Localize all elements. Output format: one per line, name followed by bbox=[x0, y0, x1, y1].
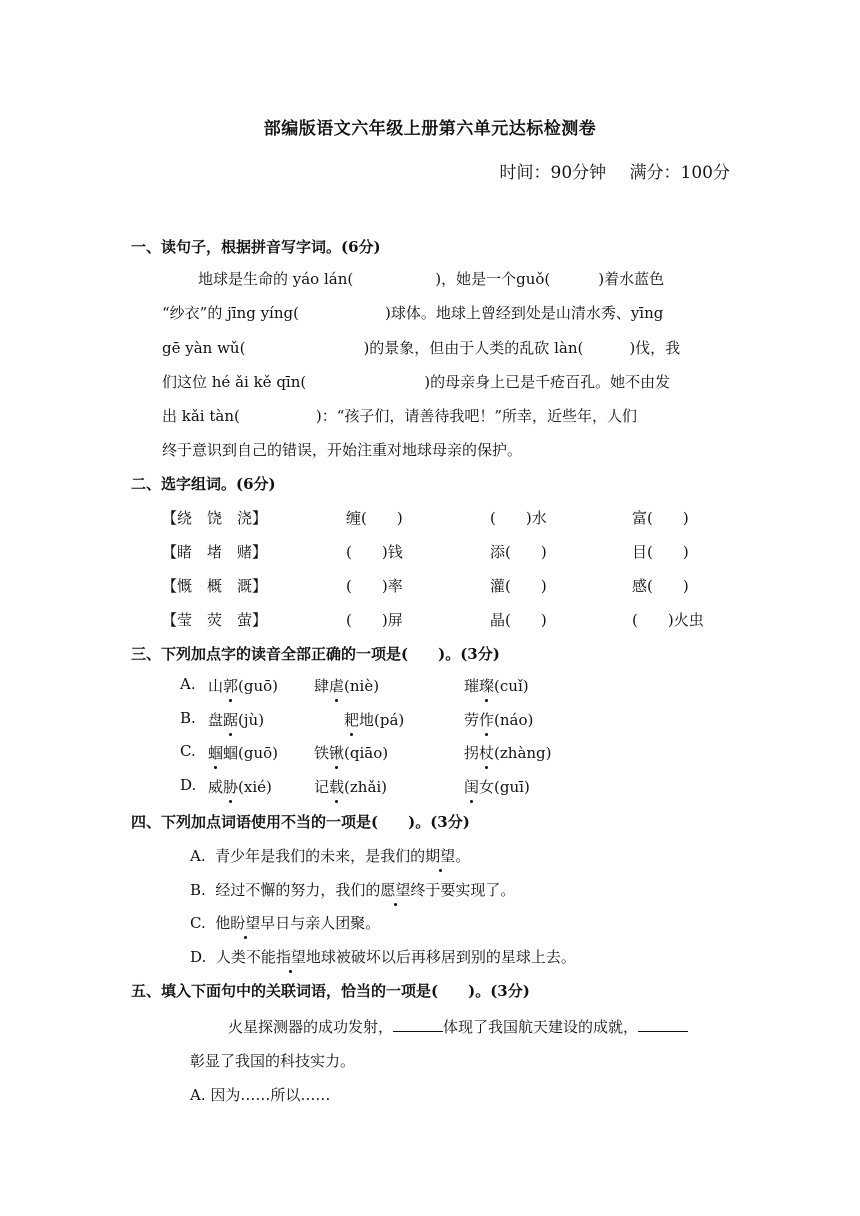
exam-score: 满分：100分 bbox=[629, 163, 730, 183]
q1-line-2: “纱衣”的 jīng yíng( )球体。地球上曾经到处是山清水秀、yīng bbox=[162, 304, 664, 322]
q4-option-a: A. 青少年是我们的未来，是我们的期望。 bbox=[190, 847, 471, 865]
q1-line-5: 出 kǎi tàn( )：“孩子们，请善待我吧！”所幸，近些年，人们 bbox=[162, 407, 638, 425]
q5-blank-2 bbox=[638, 1018, 688, 1032]
q5-sentence-line-2: 彰显了我国的科技实力。 bbox=[190, 1052, 356, 1070]
q5-blank-1 bbox=[393, 1018, 443, 1032]
q4-option-d: D. 人类不能指望地球被破坏以后再移居到别的星球上去。 bbox=[190, 948, 576, 966]
q1-line-1: 地球是生命的 yáo lán( )，她是一个guǒ( )着水蓝色 bbox=[198, 270, 665, 288]
exam-time: 时间：90分钟 bbox=[499, 163, 607, 183]
q5-heading: 五、填入下面句中的关联词语，恰当的一项是( )。(3分) bbox=[131, 982, 530, 1000]
q4-option-c: C. 他盼望早日与亲人团聚。 bbox=[190, 914, 381, 932]
exam-page: 部编版语文六年级上册第六单元达标检测卷 时间：90分钟 满分：100分 一、读句子，根据拼音写字词。(6分) 地球是生命的 yáo lán( )，她是一个guǒ( )着水蓝色 “纱衣”的 jīng yíng( )球体。地球上曾经到处是山清水秀、yīng gē yàn wǔ( )的景象，但由于人类的乱砍 làn( )伐，我 们这位 hé ǎi kě qīn( )的母亲身上已是千疮百孔。她不由发 出 kǎi tàn( )：“孩子们，请善待我吧！”所幸，近些年，人们 终于意识到自己的错误，开始注重对地球母亲的保护。 二、选字组词。(6分) 【绕 饶 浇】 缠( ) ( )水 富( ) 【睹 堵 赌】 ( )钱 添( ) 目( ) 【慨 概 溉】 ( )率 灌( ) 感( ) 【莹 荧 萤】 ( )屏 晶( ) ( )火虫 三、下列加点字的读音全部正确的一项是( )。(3分) A. 山郭(guō) 肆虐(niè) 璀璨(cuǐ) B. 盘踞(jù) 耙地(pá) 劳作(náo) C. 蝈蝈(guō) 铁锹(qiāo) 拐杖(zhàng) D. 威胁(xié) 记载(zhǎi) 闺女(guī) 四、下列加点词语使用不当的一项是( )。(3分) A. 青少年是我们的未来，是我们的期望。 B. 经过不懈的努力，我们的愿望终于要实现了。 C. 他盼望早日与亲人团聚。 D. 人类不能指望地球被破坏以后再移居到别的星球上去。 五、填入下面句中的关联词语，恰当的一项是( )。(3分) 火星探测器的成功发射， 体现了我国航天建设的成就， 彰显了我国的科技实力。 A. 因为……所以…… bbox=[0, 0, 860, 1216]
q4-heading: 四、下列加点词语使用不当的一项是( )。(3分) bbox=[131, 813, 470, 831]
exam-meta bbox=[500, 158, 731, 183]
q2-heading: 二、选字组词。(6分) bbox=[131, 475, 276, 493]
q1-line-3: gē yàn wǔ( )的景象，但由于人类的乱砍 làn( )伐，我 bbox=[162, 339, 681, 357]
q1-line-4: 们这位 hé ǎi kě qīn( )的母亲身上已是千疮百孔。她不由发 bbox=[162, 373, 671, 391]
q3-heading: 三、下列加点字的读音全部正确的一项是( )。(3分) bbox=[131, 645, 500, 663]
q4-option-b: B. 经过不懈的努力，我们的愿望终于要实现了。 bbox=[190, 881, 516, 899]
q1-heading: 一、读句子，根据拼音写字词。(6分) bbox=[131, 238, 381, 256]
q1-line-6: 终于意识到自己的错误，开始注重对地球母亲的保护。 bbox=[162, 441, 523, 459]
q5-sentence-line-1: 火星探测器的成功发射， 体现了我国航天建设的成就， bbox=[228, 1016, 796, 1037]
q5-option-a: A. 因为……所以…… bbox=[190, 1086, 331, 1104]
exam-title: 部编版语文六年级上册第六单元达标检测卷 bbox=[263, 119, 597, 139]
